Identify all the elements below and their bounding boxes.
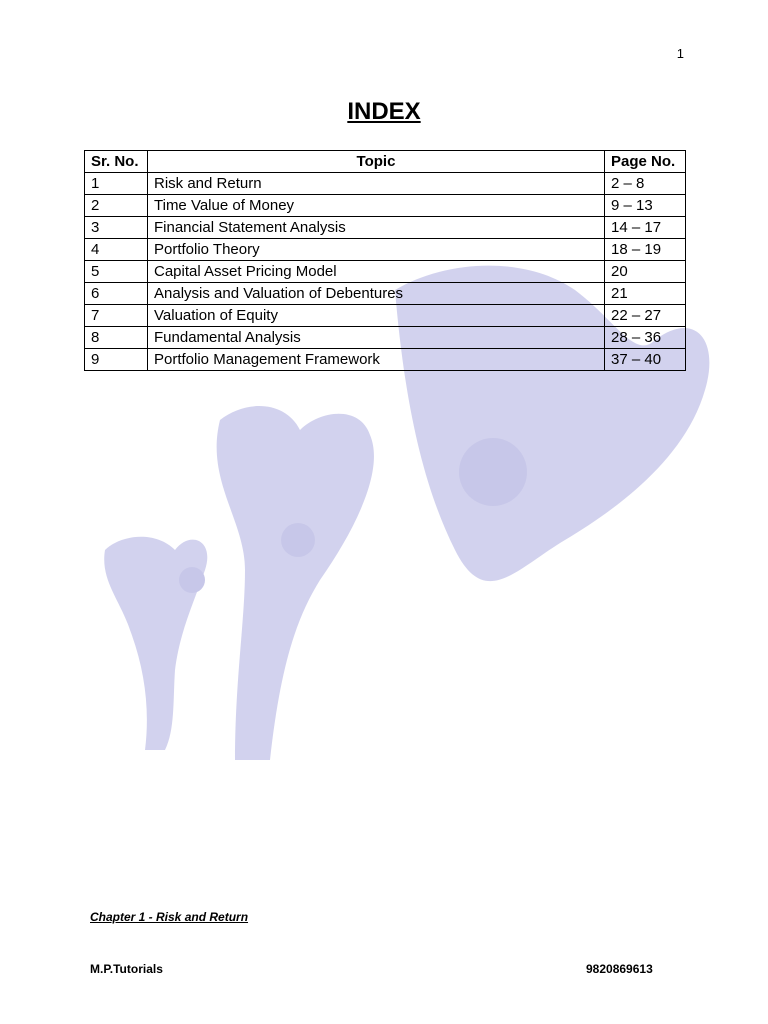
- sr-no-cell: 5: [85, 261, 148, 283]
- table-header-row: [85, 151, 686, 173]
- table-row: [85, 349, 686, 371]
- table-row: [85, 217, 686, 239]
- table-row: [85, 173, 686, 195]
- sr-no-cell: 2: [85, 195, 148, 217]
- topic-cell: Time Value of Money: [148, 195, 605, 217]
- page-no-cell: 14 – 17: [605, 217, 686, 239]
- page-no-cell: 22 – 27: [605, 305, 686, 327]
- header-sr-no: Sr. No.: [85, 151, 148, 173]
- index-title: INDEX: [347, 98, 421, 125]
- topic-cell: Risk and Return: [148, 173, 605, 195]
- footer-phone: 9820869613: [586, 962, 653, 976]
- topic-cell: Capital Asset Pricing Model: [148, 261, 605, 283]
- sr-no-cell: 4: [85, 239, 148, 261]
- page-no-cell: 21: [605, 283, 686, 305]
- header-topic: Topic: [148, 151, 605, 173]
- page-no-cell: 2 – 8: [605, 173, 686, 195]
- page-no-cell: 37 – 40: [605, 349, 686, 371]
- table-row: [85, 305, 686, 327]
- page-number: 1: [676, 46, 684, 61]
- topic-cell: Fundamental Analysis: [148, 327, 605, 349]
- table-row: [85, 261, 686, 283]
- topic-cell: Valuation of Equity: [148, 305, 605, 327]
- page-no-cell: 20: [605, 261, 686, 283]
- chapter-heading: Chapter 1 - Risk and Return: [90, 910, 249, 924]
- sr-no-cell: 3: [85, 217, 148, 239]
- footer-brand: M.P.Tutorials: [90, 962, 163, 976]
- topic-cell: Portfolio Theory: [148, 239, 605, 261]
- topic-cell: Analysis and Valuation of Debentures: [148, 283, 605, 305]
- topic-cell: Portfolio Management Framework: [148, 349, 605, 371]
- index-table: [84, 150, 686, 371]
- sr-no-cell: 6: [85, 283, 148, 305]
- table-row: [85, 239, 686, 261]
- sr-no-cell: 8: [85, 327, 148, 349]
- sr-no-cell: 7: [85, 305, 148, 327]
- table-row: [85, 195, 686, 217]
- header-page-no: Page No.: [605, 151, 686, 173]
- topic-cell: Financial Statement Analysis: [148, 217, 605, 239]
- page-no-cell: 28 – 36: [605, 327, 686, 349]
- page-no-cell: 18 – 19: [605, 239, 686, 261]
- page-no-cell: 9 – 13: [605, 195, 686, 217]
- table-row: [85, 327, 686, 349]
- sr-no-cell: 1: [85, 173, 148, 195]
- sr-no-cell: 9: [85, 349, 148, 371]
- table-row: [85, 283, 686, 305]
